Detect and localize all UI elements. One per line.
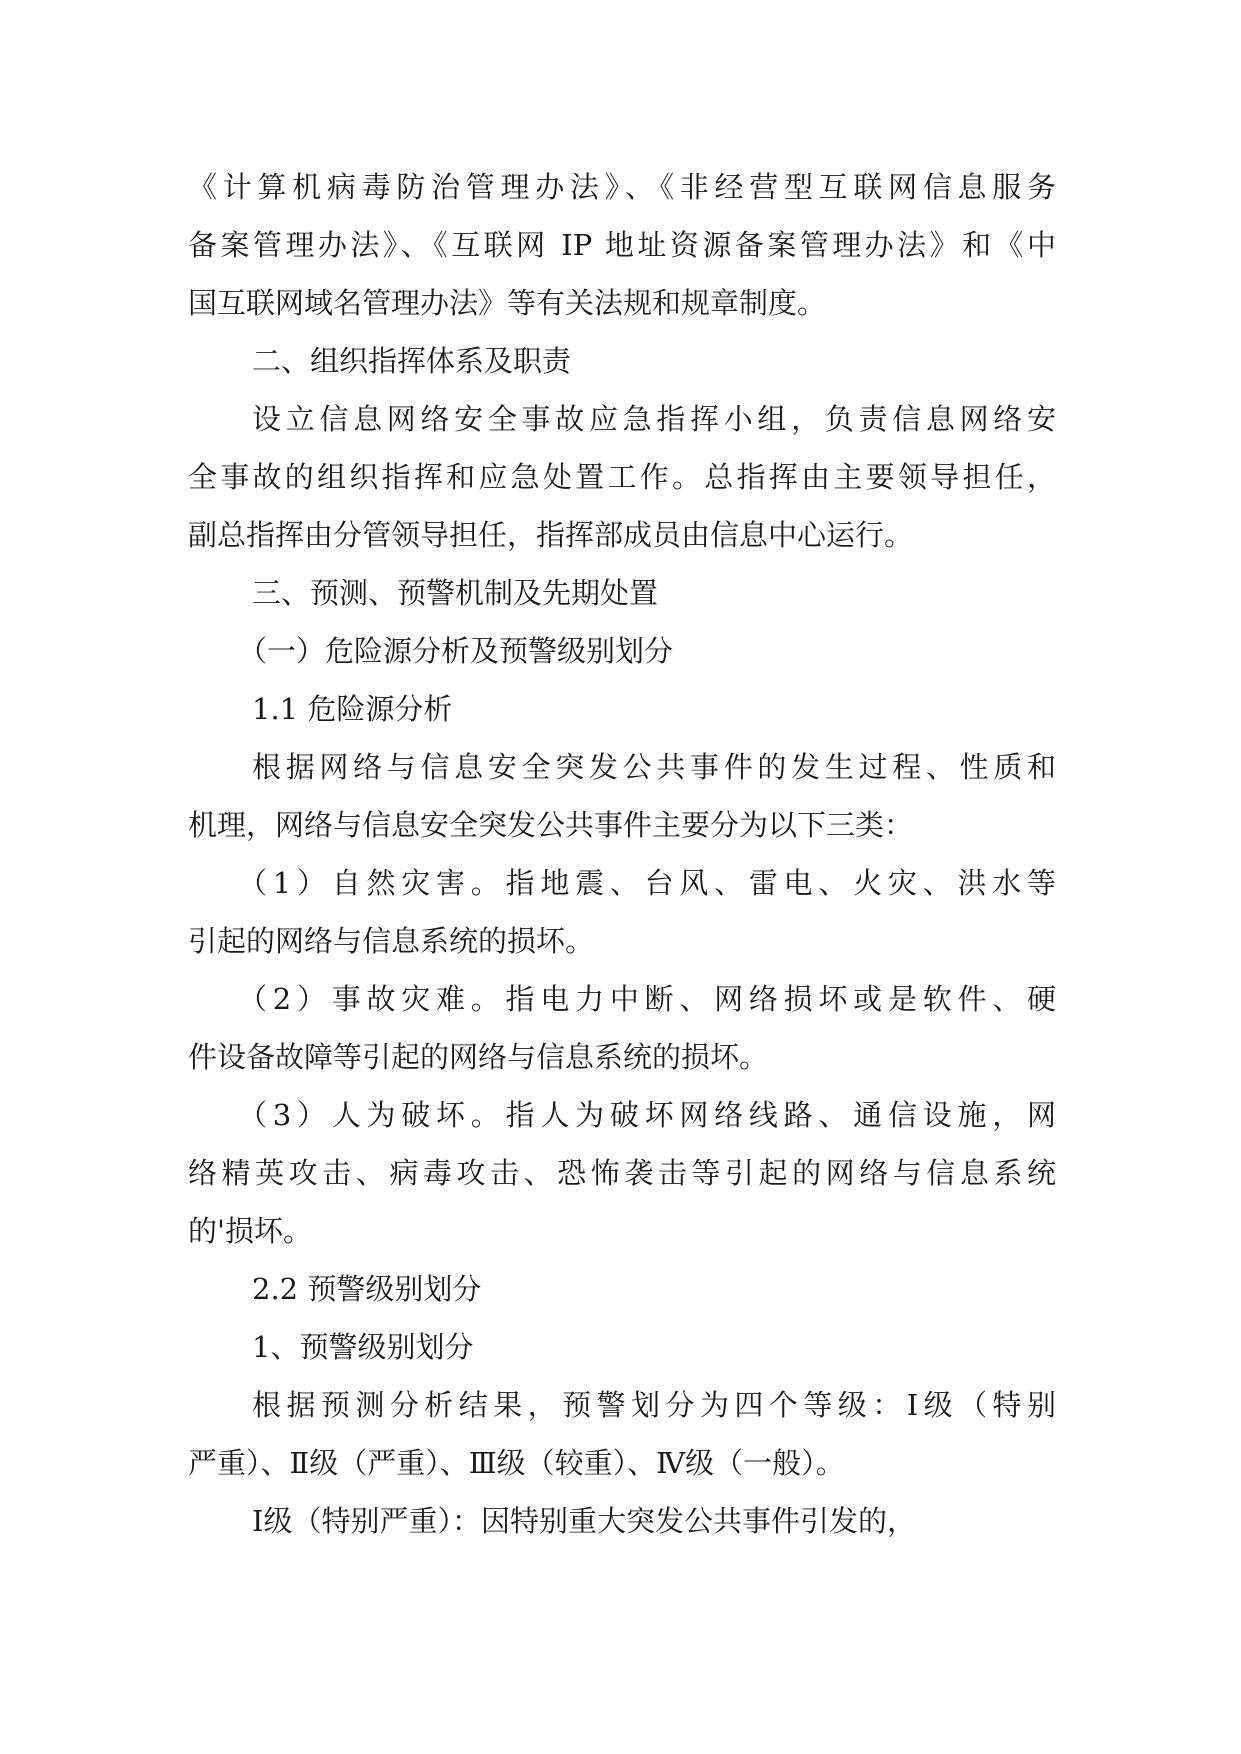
subsection-heading: 1.1 危险源分析: [252, 692, 453, 726]
text-line: 络精英攻击、病毒攻击、恐怖袭击等引起的网络与信息系统: [188, 1156, 1056, 1190]
subsection-heading: 2.2 预警级别划分: [252, 1272, 482, 1306]
subsection-heading: 1、预警级别划分: [252, 1330, 474, 1364]
text-line: 的'损坏。: [188, 1214, 312, 1248]
text-line: 设立信息网络安全事故应急指挥小组，负责信息网络安: [252, 402, 1056, 436]
text-line: 根据网络与信息安全突发公共事件的发生过程、性质和: [252, 750, 1056, 784]
text-line: 件设备故障等引起的网络与信息系统的损坏。: [188, 1040, 769, 1074]
list-item: （2）事故灾难。指电力中断、网络损坏或是软件、硬: [238, 982, 1056, 1016]
list-item: （3）人为破坏。指人为破坏网络线路、通信设施，网: [238, 1098, 1056, 1132]
text-line: 备案管理办法》、《互联网 IP 地址资源备案管理办法》和《中: [188, 228, 1056, 262]
text-line: 严重）、Ⅱ级（严重）、Ⅲ级（较重）、Ⅳ级（一般）。: [188, 1446, 845, 1480]
text-line: Ⅰ级（特别严重）：因特别重大突发公共事件引发的，: [252, 1504, 916, 1538]
text-line: 全事故的组织指挥和应急处置工作。总指挥由主要领导担任，: [188, 460, 1056, 494]
text-line: 机理，网络与信息安全突发公共事件主要分为以下三类：: [188, 808, 914, 842]
text-line: 引起的网络与信息系统的损坏。: [188, 924, 595, 958]
text-line: 《计算机病毒防治管理办法》、《非经营型互联网信息服务: [188, 170, 1056, 204]
section-heading: 三、预测、预警机制及先期处置: [252, 576, 659, 610]
list-item: （1）自然灾害。指地震、台风、雷电、火灾、洪水等: [238, 866, 1056, 900]
text-line: 国互联网域名管理办法》等有关法规和规章制度。: [188, 286, 827, 320]
subsection-heading: （一）危险源分析及预警级别划分: [238, 634, 674, 668]
section-heading: 二、组织指挥体系及职责: [252, 344, 572, 378]
text-line: 副总指挥由分管领导担任，指挥部成员由信息中心运行。: [188, 518, 914, 552]
text-line: 根据预测分析结果，预警划分为四个等级：Ⅰ级（特别: [252, 1388, 1056, 1422]
document-body: [188, 158, 1056, 1550]
